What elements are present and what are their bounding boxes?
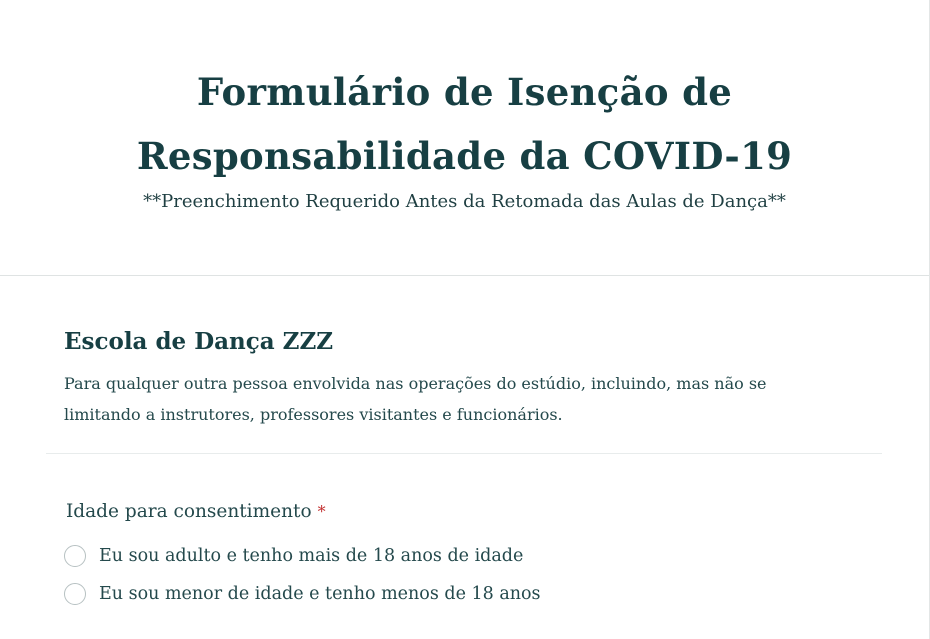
radio-button-adult[interactable] <box>64 545 86 567</box>
section-description <box>64 368 864 430</box>
section-description-line-2: limitando a instrutores, professores visitantes e funcionários. <box>64 405 563 424</box>
section-title: Escola de Dança ZZZ <box>64 328 334 355</box>
question-age-consent <box>66 497 866 527</box>
section-description-line-1: Para qualquer outra pessoa envolvida nas operações do estúdio, incluindo, mas não se <box>64 374 767 393</box>
radio-button-minor[interactable] <box>64 583 86 605</box>
radio-group-age <box>64 537 864 613</box>
form-title-line-2: Responsabilidade da COVID-19 <box>136 134 793 178</box>
question-label: Idade para consentimento <box>66 501 312 522</box>
form-subtitle: **Preenchimento Requerido Antes da Retomada das Aulas de Dança** <box>143 191 786 212</box>
radio-option-label-adult: Eu sou adulto e tenho mais de 18 anos de idade <box>99 546 524 566</box>
required-marker: * <box>317 502 326 521</box>
radio-option-adult[interactable] <box>64 537 864 575</box>
form-title-line-1: Formulário de Isenção de <box>196 70 733 114</box>
form-title <box>0 60 929 188</box>
section-intro <box>64 322 864 430</box>
radio-option-minor[interactable] <box>64 575 864 613</box>
radio-option-label-minor: Eu sou menor de idade e tenho menos de 18 anos <box>99 584 541 604</box>
form-header <box>0 0 929 276</box>
section-divider <box>46 453 882 454</box>
